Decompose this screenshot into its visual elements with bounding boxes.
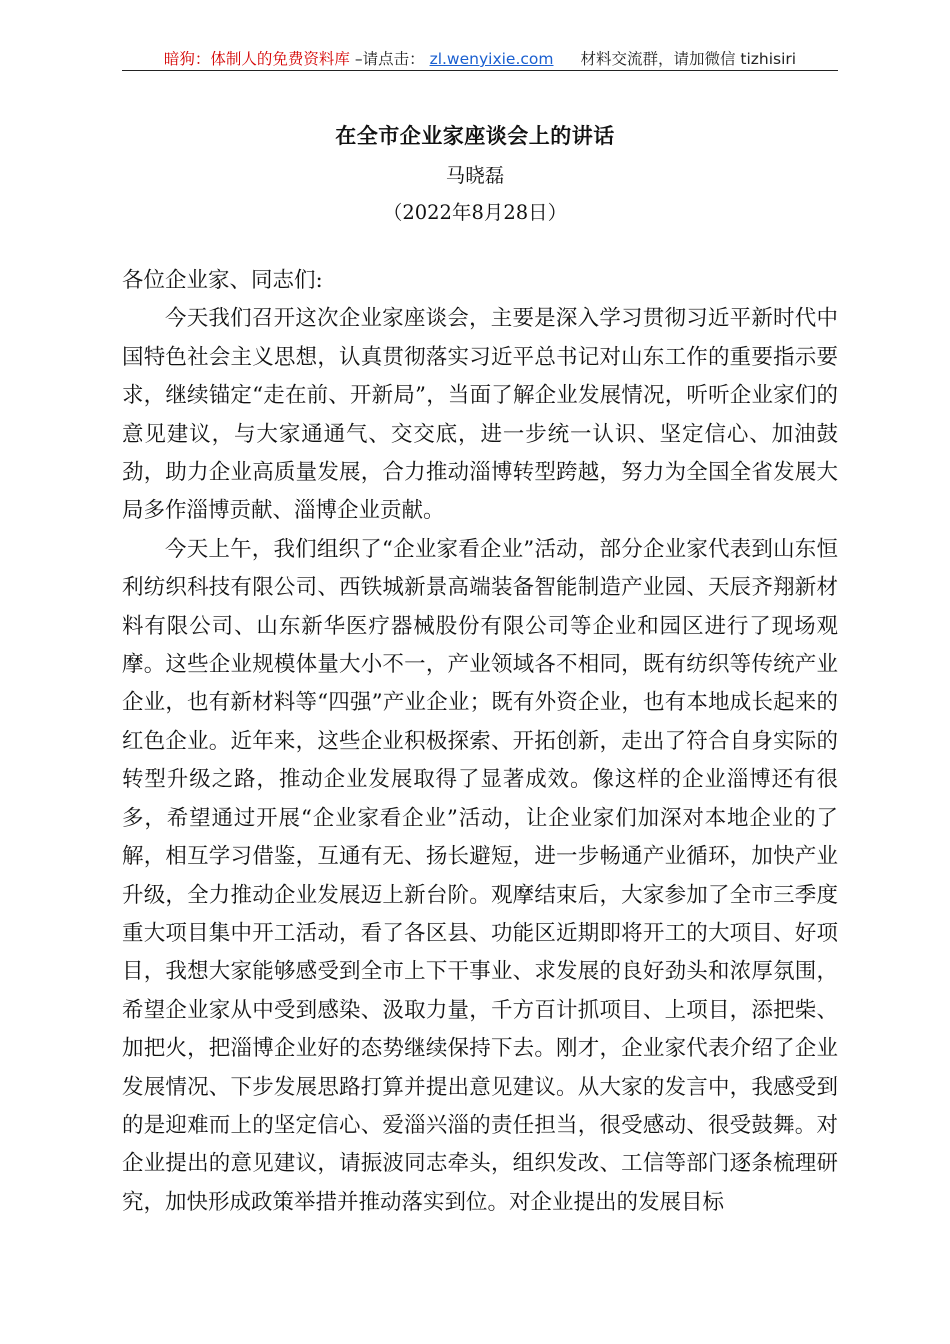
header-prompt: –请点击： [354, 50, 425, 68]
salutation: 各位企业家、同志们: [122, 268, 323, 293]
paragraph: 今天上午，我们组织了“企业家看企业”活动，部分企业家代表到山东恒利纺织科技有限公司、西铁城新景高端装备智能制造产业园、天辰齐翔新材料有限公司、山东新华医疗器械股份有限公司等企业和园区进行了现场观摩。这些企业规模体量大小不一，产业领域各不相同，既有纺织等传统产业企业，也有新材料等“四强”产业企业；既有外资企业，也有本地成长起来的红色企业。近年来，这些企业积极探索、开拓创新，走出了符合自身实际的转型升级之路，推动企业发展取得了显著成效。像这样的企业淄博还有很多，希望通过开展“企业家看企业”活动，让企业家们加深对本地企业的了解，相互学习借鉴，互通有无、扬长避短，进一步畅通产业循环，加快产业升级，全力推动企业发展迈上新台阶。观摩结束后，大家参加了全市三季度重大项目集中开工活动，看了各区县、功能区近期即将开工的大项目、好项目，我想大家能够感受到全市上下干事业、求发展的良好劲头和浓厚氛围，希望企业家从中受到感染、汲取力量，千方百计抓项目、上项目，添把柴、加把火，把淄博企业好的态势继续保持下去。刚才，企业家代表介绍了企业发展情况、下步发展思路打算并提出意见建议。从大家的发言中，我感受到的是迎难而上的坚定信心、爱淄兴淄的责任担当，很受感动、很受鼓舞。对企业提出的意见建议，请振波同志牵头，组织发改、工信等部门逐条梳理研究，加快形成政策举措并推动落实到位。对企业提出的发展目标 [122, 536, 838, 1215]
header-divider [122, 70, 838, 71]
document-date: （2022年8月28日） [382, 201, 568, 224]
header-brand: 暗狗：体制人的免费资料库 [163, 50, 350, 68]
document-title: 在全市企业家座谈会上的讲话 [335, 123, 615, 148]
paragraph: 今天我们召开这次企业家座谈会，主要是深入学习贯彻习近平新时代中国特色社会主义思想，认真贯彻落实习近平总书记对山东工作的重要指示要求，继续锚定“走在前、开新局”，当面了解企业发展情况，听听企业家们的意见建议，与大家通通气、交交底，进一步统一认识、坚定信心、加油鼓劲，助力企业高质量发展，合力推动淄博转型跨越，努力为全国全省发展大局多作淄博贡献、淄博企业贡献。 [122, 306, 838, 524]
header-link[interactable]: zl.wenyixie.com [429, 50, 554, 68]
document-body [122, 262, 838, 1222]
document-author: 马晓磊 [445, 164, 505, 187]
page-header [122, 46, 838, 72]
header-wechat-note: 材料交流群，请加微信 tizhisiri [580, 50, 797, 68]
